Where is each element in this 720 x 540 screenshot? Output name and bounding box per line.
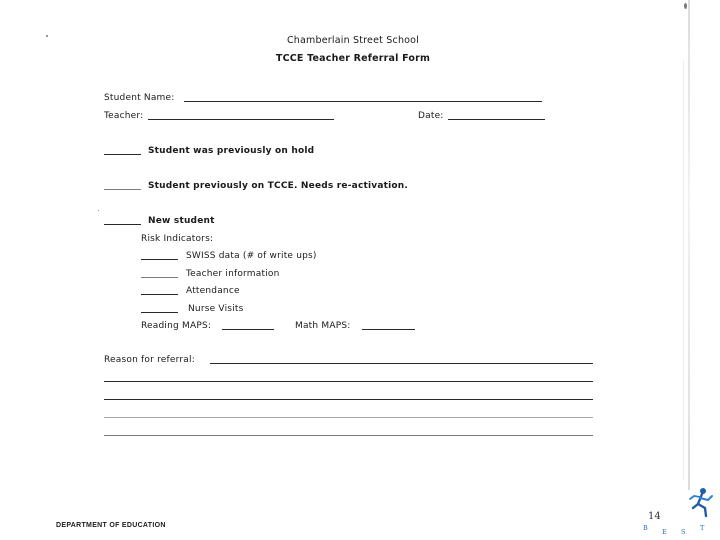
date-field[interactable]: [448, 119, 545, 120]
scan-speck: [684, 3, 687, 9]
reactivation-checkline[interactable]: [104, 189, 141, 190]
scan-edge-shadow: [688, 0, 690, 490]
new-student-checkline[interactable]: [104, 224, 141, 225]
reason-field-line[interactable]: [210, 363, 593, 364]
reason-field-line[interactable]: [104, 399, 593, 400]
previously-on-hold-option: Student was previously on hold: [148, 146, 315, 156]
risk-item-nurse-visits: Nurse Visits: [188, 304, 244, 314]
form-title: TCCE Teacher Referral Form: [275, 53, 431, 64]
risk-indicators-heading: Risk Indicators:: [141, 234, 214, 244]
risk-item-teacher-info: Teacher information: [186, 269, 280, 279]
risk-item-swiss: SWISS data (# of write ups): [186, 251, 317, 261]
risk-item-attendance: Attendance: [186, 286, 240, 296]
footer: [0, 518, 720, 540]
reading-maps-field[interactable]: [222, 329, 274, 330]
logo-letter: T: [700, 524, 705, 532]
math-maps-label: Math MAPS:: [295, 321, 351, 331]
math-maps-field[interactable]: [362, 329, 415, 330]
reason-field-line[interactable]: [104, 435, 593, 436]
risk-item-checkline[interactable]: [141, 277, 178, 278]
risk-item-checkline[interactable]: [141, 294, 178, 295]
previously-on-hold-checkline[interactable]: [104, 154, 141, 155]
reason-field-line[interactable]: [104, 417, 593, 418]
reason-label: Reason for referral:: [104, 355, 195, 365]
department-label: DEPARTMENT OF EDUCATION: [56, 522, 166, 529]
school-name: Chamberlain Street School: [286, 35, 420, 46]
teacher-field[interactable]: [148, 119, 334, 120]
best-runner-logo-icon: [684, 484, 720, 520]
reason-field-line[interactable]: [104, 381, 593, 382]
reading-maps-label: Reading MAPS:: [141, 321, 212, 331]
logo-letter: S: [681, 528, 686, 536]
logo-letter: E: [662, 528, 667, 536]
risk-item-checkline[interactable]: [141, 312, 178, 313]
scan-edge-shadow-secondary: [683, 60, 684, 480]
date-label: Date:: [418, 111, 444, 121]
page-number: 14: [648, 511, 661, 522]
logo-letter: B: [643, 524, 648, 532]
student-name-label: Student Name:: [104, 93, 175, 103]
reactivation-option: Student previously on TCCE. Needs re-activation.: [148, 181, 409, 191]
risk-item-checkline[interactable]: [141, 259, 178, 260]
scan-speck: [98, 210, 99, 211]
teacher-label: Teacher:: [104, 111, 144, 121]
new-student-option: New student: [148, 216, 215, 226]
student-name-field[interactable]: [184, 101, 542, 102]
